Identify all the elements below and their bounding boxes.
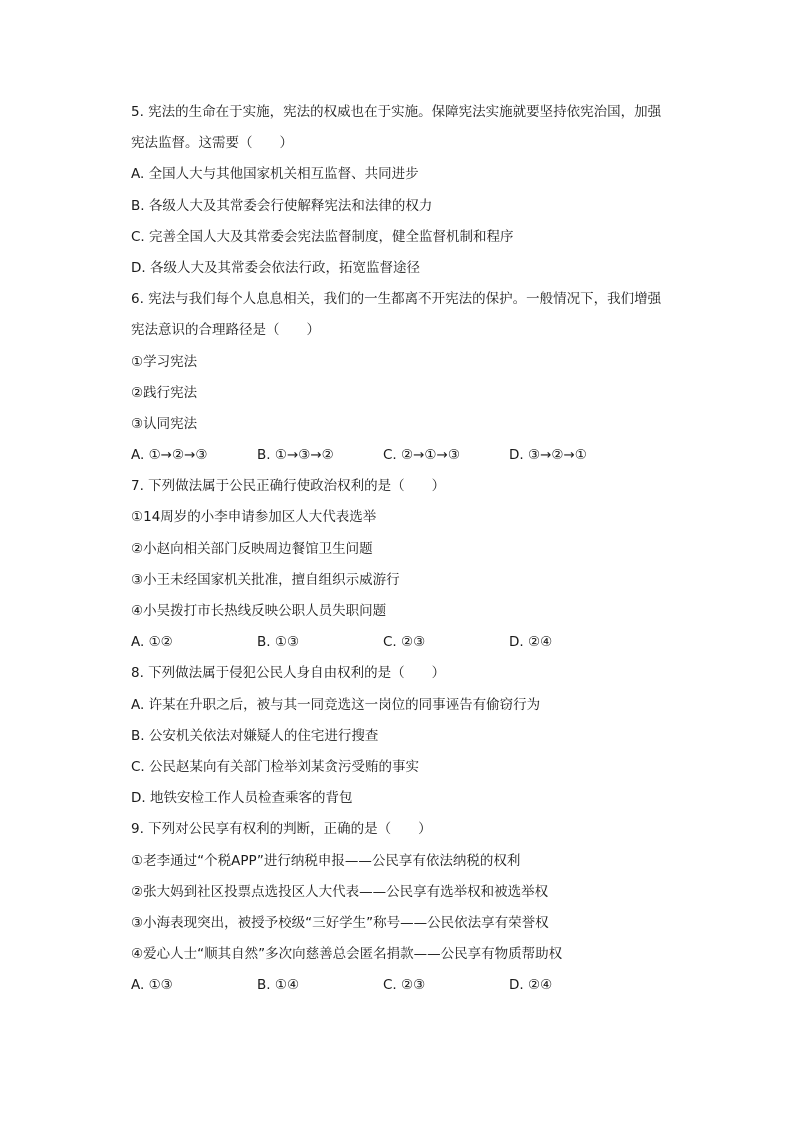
q6-stem-line-2: 宪法意识的合理路径是（ ） [131, 322, 320, 339]
question-5 [131, 97, 691, 284]
q7-statement-3: ③小王未经国家机关批准，擅自组织示威游行 [131, 571, 400, 588]
q7-option-a: A. ①② [131, 634, 173, 651]
q7-option-b: B. ①③ [257, 634, 300, 651]
q9-option-a: A. ①③ [131, 977, 173, 994]
q6-statement-1: ①学习宪法 [131, 353, 198, 370]
q9-options-row [131, 970, 691, 1001]
q7-statement-4: ④小吴拨打市长热线反映公职人员失职问题 [131, 603, 387, 619]
q5-option-d: D. 各级人大及其常委会依法行政，拓宽监督途径 [131, 259, 420, 276]
q9-statement-1: ①老李通过“个税APP”进行纳税申报——公民享有依法纳税的权利 [131, 852, 521, 869]
q7-statement-1: ①14周岁的小李申请参加区人大代表选举 [131, 509, 377, 526]
q6-stem-line-1: 6. 宪法与我们每个人息息相关，我们的一生都离不开宪法的保护。一般情况下，我们增强 [131, 291, 662, 308]
q7-options-row [131, 627, 691, 658]
q5-option-c: C. 完善全国人大及其常委会宪法监督制度，健全监督机制和程序 [131, 228, 514, 245]
q6-option-a: A. ①→②→③ [131, 447, 208, 464]
q6-option-d: D. ③→②→① [509, 447, 587, 464]
q9-stem: 9. 下列对公民享有权利的判断，正确的是（ ） [131, 821, 432, 838]
question-list [131, 97, 691, 1001]
q6-option-b: B. ①→③→② [257, 447, 334, 464]
q5-option-a: A. 全国人大与其他国家机关相互监督、共同进步 [131, 166, 419, 183]
q7-statement-2: ②小赵向相关部门反映周边餐馆卫生问题 [131, 540, 373, 557]
q9-option-b: B. ①④ [257, 977, 300, 994]
q6-statement-2: ②践行宪法 [131, 384, 198, 401]
q6-statement-3: ③认同宪法 [131, 415, 198, 432]
q9-statement-2: ②张大妈到社区投票点选投区人大代表——公民享有选举权和被选举权 [131, 883, 549, 900]
q5-stem-line-2: 宪法监督。这需要（ ） [131, 135, 293, 152]
q7-option-c: C. ②③ [383, 634, 426, 651]
q8-option-a: A. 许某在升职之后，被与其一同竞选这一岗位的同事诬告有偷窃行为 [131, 696, 541, 713]
q5-option-b: B. 各级人大及其常委会行使解释宪法和法律的权力 [131, 197, 433, 214]
q6-options-row [131, 440, 691, 471]
q5-stem-line-1: 5. 宪法的生命在于实施，宪法的权威也在于实施。保障宪法实施就要坚持依宪治国，加强 [131, 104, 662, 120]
question-7 [131, 471, 691, 658]
q6-option-c: C. ②→①→③ [383, 447, 460, 464]
q9-statement-4: ④爱心人士“顺其自然”多次向慈善总会匿名捐款——公民享有物质帮助权 [131, 946, 563, 963]
q9-option-c: C. ②③ [383, 977, 426, 994]
question-9 [131, 814, 691, 1001]
q7-option-d: D. ②④ [509, 634, 553, 651]
q8-option-c: C. 公民赵某向有关部门检举刘某贪污受贿的事实 [131, 758, 420, 775]
q9-statement-3: ③小海表现突出，被授予校级“三好学生”称号——公民依法享有荣誉权 [131, 914, 549, 931]
question-8 [131, 658, 691, 814]
q8-stem: 8. 下列做法属于侵犯公民人身自由权利的是（ ） [131, 665, 446, 682]
q7-stem: 7. 下列做法属于公民正确行使政治权利的是（ ） [131, 478, 446, 495]
question-6 [131, 284, 691, 471]
q9-option-d: D. ②④ [509, 977, 553, 994]
q8-option-d: D. 地铁安检工作人员检查乘客的背包 [131, 790, 353, 807]
q8-option-b: B. 公安机关依法对嫌疑人的住宅进行搜查 [131, 727, 379, 744]
